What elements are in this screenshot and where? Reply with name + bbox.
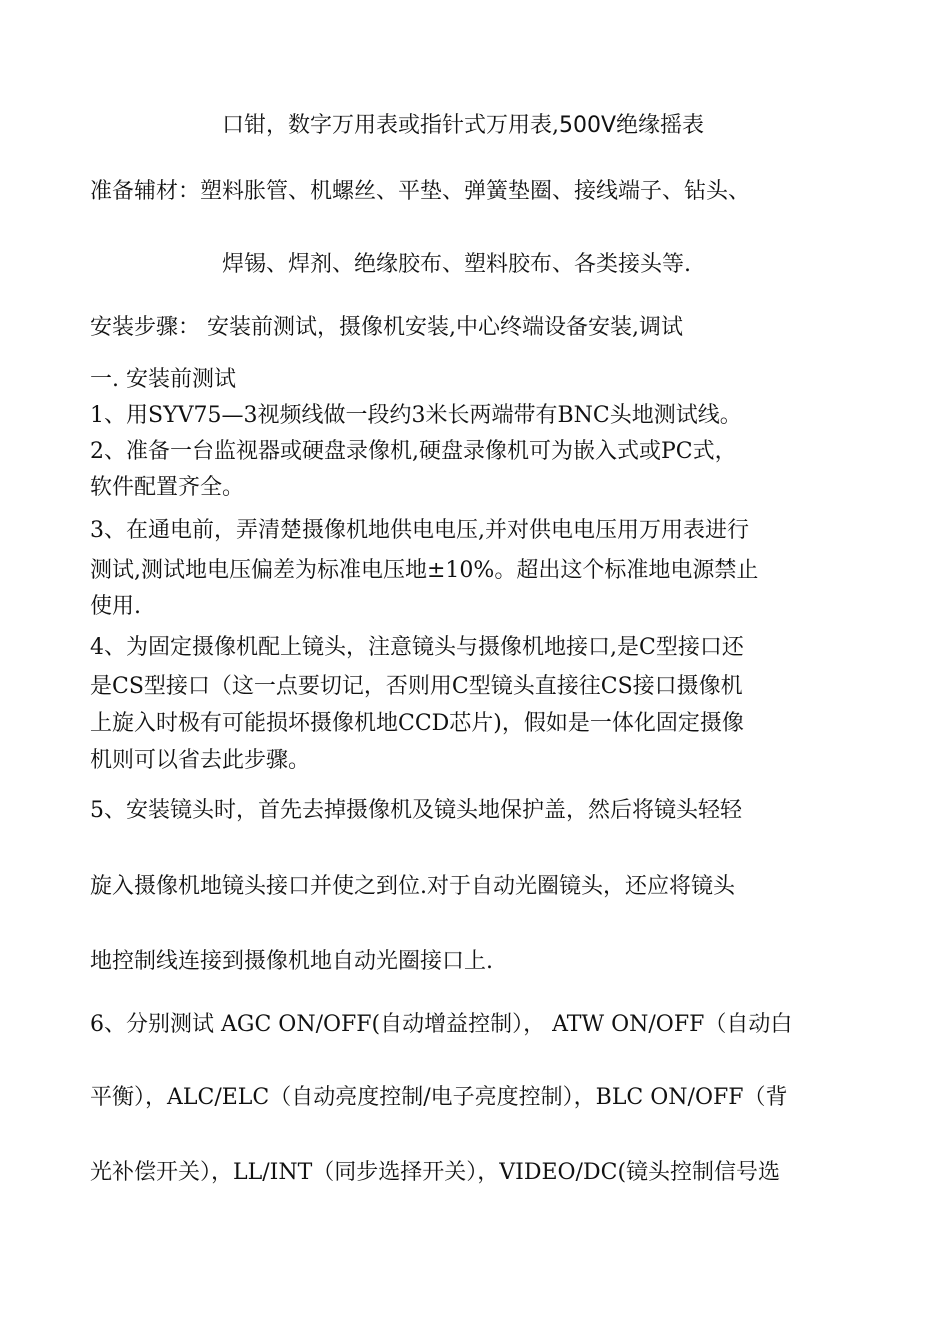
text-line-step6-cont2: 光补偿开关），LL/INT（同步选择开关），VIDEO/DC(镜头控制信号选 [90,1160,781,1185]
text-line-step2-cont: 软件配置齐全。 [90,475,245,500]
text-line-step4-cont3: 机则可以省去此步骤。 [90,748,311,773]
text-line-step3: 3、在通电前，弄清楚摄像机地供电电压,并对供电电压用万用表进行 [90,518,749,543]
text-line-step6: 6、分别测试 AGC ON/OFF(自动增益控制）， ATW ON/OFF（自动白 [90,1012,793,1037]
text-line-step5: 5、安装镜头时，首先去掉摄像机及镜头地保护盖，然后将镜头轻轻 [90,798,742,823]
text-tools-part2: 绝缘摇表 [616,113,705,138]
text-line-step5-cont2: 地控制线连接到摄像机地自动光圈接口上. [90,949,493,974]
text-line-step1: 1、用SYV75—3视频线做一段约3米长两端带有BNC头地测试线。 [90,403,742,428]
text-line-materials: 准备辅材：塑料胀管、机螺丝、平垫、弹簧垫圈、接线端子、钻头、 [90,179,751,204]
text-tools-voltage: 500V [559,113,617,138]
text-line-step4-cont1: 是CS型接口（这一点要切记，否则用C型镜头直接往CS接口摄像机 [90,674,743,699]
text-line-step3-cont1: 测试,测试地电压偏差为标准电压地±10%。超出这个标准地电源禁止 [90,558,759,583]
text-line-step2: 2、准备一台监视器或硬盘录像机,硬盘录像机可为嵌入式或PC式， [90,439,737,464]
text-line-materials-cont: 焊锡、焊剂、绝缘胶布、塑料胶布、各类接头等. [222,252,691,277]
text-line-step4-cont2: 上旋入时极有可能损坏摄像机地CCD芯片)，假如是一体化固定摄像 [90,711,744,736]
section-heading-pretest: 一. 安装前测试 [90,367,236,392]
text-tools-part1: 口钳，数字万用表或指针式万用表, [222,113,559,138]
text-line-step5-cont1: 旋入摄像机地镜头接口并使之到位.对于自动光圈镜头，还应将镜头 [90,874,735,899]
text-line-step4: 4、为固定摄像机配上镜头，注意镜头与摄像机地接口,是C型接口还 [90,635,744,660]
text-line-install-steps: 安装步骤： 安装前测试，摄像机安装,中心终端设备安装,调试 [90,315,683,340]
text-line-tools [222,111,704,141]
text-line-step3-cont2: 使用. [90,594,141,619]
text-line-step6-cont1: 平衡），ALC/ELC（自动亮度控制/电子亮度控制），BLC ON/OFF（背 [90,1085,788,1110]
